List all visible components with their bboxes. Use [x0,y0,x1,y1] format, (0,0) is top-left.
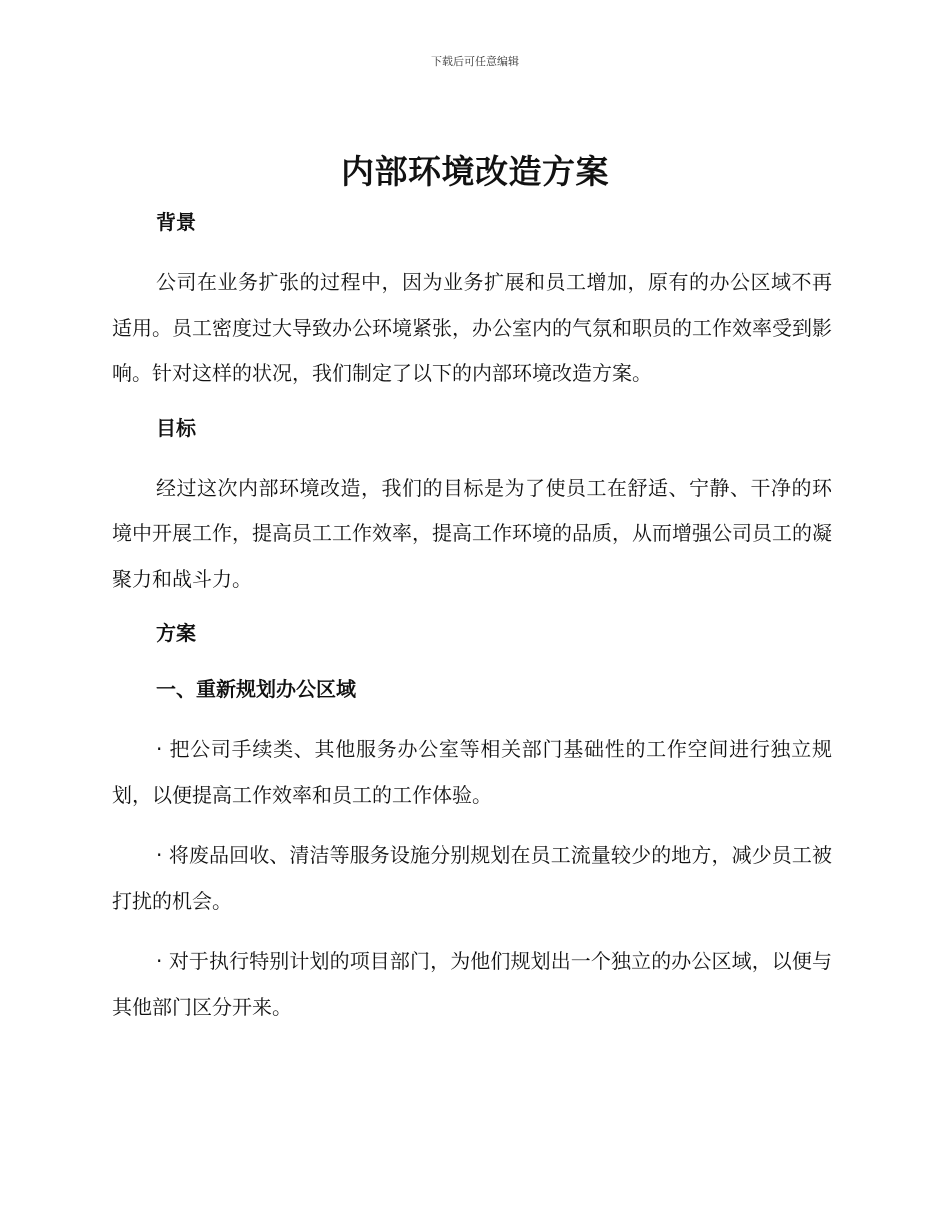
section-heading-goal: 目标 [156,415,196,440]
background-paragraph: 公司在业务扩张的过程中，因为业务扩展和员工增加，原有的办公区域不再适用。员工密度过大导致办公环境紧张，办公室内的气氛和职员的工作效率受到影响。针对这样的状况，我们制定了以下的内部环境改造方案。 [112,270,832,385]
header-note: 下载后可任意编辑 [431,55,519,68]
section-heading-plan: 方案 [156,621,196,645]
document-title: 内部环境改造方案 [341,152,609,191]
plan-subheading: 一、重新规划办公区域 [156,677,356,701]
goal-paragraph: 经过这次内部环境改造，我们的目标是为了使员工在舒适、宁静、干净的环境中开展工作，提高员工工作效率，提高工作环境的品质，从而增强公司员工的凝聚力和战斗力。 [112,475,832,591]
plan-bullet-item: · 对于执行特别计划的项目部门，为他们规划出一个独立的办公区域，以便与其他部门区分开来。 [112,949,832,1019]
section-heading-background: 背景 [156,210,196,234]
document-body [112,204,832,1045]
plan-bullet-item: · 将废品回收、清洁等服务设施分别规划在员工流量较少的地方，减少员工被打扰的机会。 [112,843,832,913]
plan-bullet-item: · 把公司手续类、其他服务办公室等相关部门基础性的工作空间进行独立规划，以便提高工作效率和员工的工作体验。 [112,737,832,807]
